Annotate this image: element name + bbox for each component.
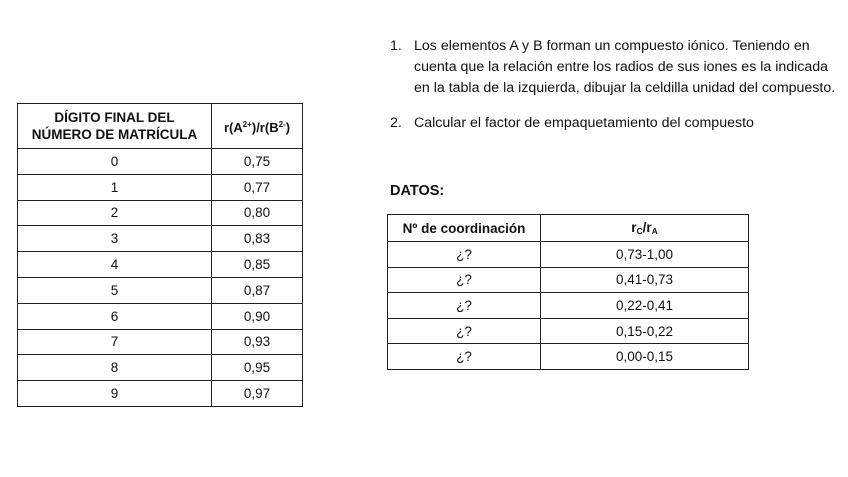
ratio-cell: 0,95 [212,355,303,381]
coordination-cell: ¿? [388,344,541,370]
datos-heading: DATOS: [390,183,445,199]
header-digit-line1: DÍGITO FINAL DEL [54,110,175,125]
question-number: 1. [390,38,402,54]
digit-cell: 7 [18,329,212,355]
table-row [18,252,303,278]
table-row [18,174,303,200]
header-ratio-prefix: r(A [223,120,243,135]
ratio-cell: 0,77 [212,174,303,200]
range-cell: 0,41-0,73 [541,267,749,293]
table-row [388,318,749,344]
coordination-cell: ¿? [388,293,541,319]
question-list [390,36,840,134]
ratio-cell: 0,97 [212,381,303,407]
question-text: Calcular el factor de empaquetamiento del compuesto [414,115,754,131]
table-header-row [388,215,749,242]
table-row [18,355,303,381]
table-row [18,329,303,355]
table-row [18,226,303,252]
header-coordination: Nº de coordinación [388,215,541,242]
range-cell: 0,15-0,22 [541,318,749,344]
table-row [18,277,303,303]
table-row [388,267,749,293]
ratio-cell: 0,87 [212,277,303,303]
coordination-cell: ¿? [388,242,541,268]
table-header-row [18,104,303,149]
header-ratio-sub1: C [636,226,643,236]
ratio-cell: 0,75 [212,149,303,175]
ratio-cell: 0,80 [212,200,303,226]
coordination-cell: ¿? [388,318,541,344]
digit-cell: 8 [18,355,212,381]
digit-cell: 3 [18,226,212,252]
ratio-cell: 0,83 [212,226,303,252]
question-item [390,113,840,134]
digit-cell: 5 [18,277,212,303]
digit-cell: 9 [18,381,212,407]
coordination-cell: ¿? [388,267,541,293]
header-radius-ratio [541,215,749,242]
digit-cell: 4 [18,252,212,278]
header-ratio-sup2: 2- [278,120,286,129]
table-row [18,381,303,407]
table-row [388,344,749,370]
table-row [18,200,303,226]
coordination-table [387,214,749,370]
header-ratio-mid: )/r(B [251,120,279,135]
ratio-cell: 0,85 [212,252,303,278]
question-number: 2. [390,115,402,131]
range-cell: 0,00-0,15 [541,344,749,370]
table-row [18,303,303,329]
header-ratio-sub2: A [651,226,658,236]
header-ratio-suffix: ) [285,120,291,135]
header-ratio [212,104,303,149]
ratio-cell: 0,93 [212,329,303,355]
header-ratio-r1: r [631,220,637,235]
table-row [18,149,303,175]
digit-cell: 1 [18,174,212,200]
question-item [390,36,840,99]
range-cell: 0,22-0,41 [541,293,749,319]
digit-cell: 2 [18,200,212,226]
ratio-cell: 0,90 [212,303,303,329]
digit-cell: 6 [18,303,212,329]
table-row [388,242,749,268]
header-ratio-sup1: 2+ [242,120,252,129]
header-digit [18,104,212,149]
matricula-ratio-table [17,103,303,407]
header-digit-line2: NÚMERO DE MATRÍCULA [31,127,198,142]
digit-cell: 0 [18,149,212,175]
range-cell: 0,73-1,00 [541,242,749,268]
question-text: Los elementos A y B forman un compuesto iónico. Teniendo en cuenta que la relación entre los radios de sus iones es la indicada en la tabla de la izquierda, dibujar la celdilla unidad del compuesto. [414,38,836,96]
table-row [388,293,749,319]
header-ratio-slash: /r [642,220,652,235]
